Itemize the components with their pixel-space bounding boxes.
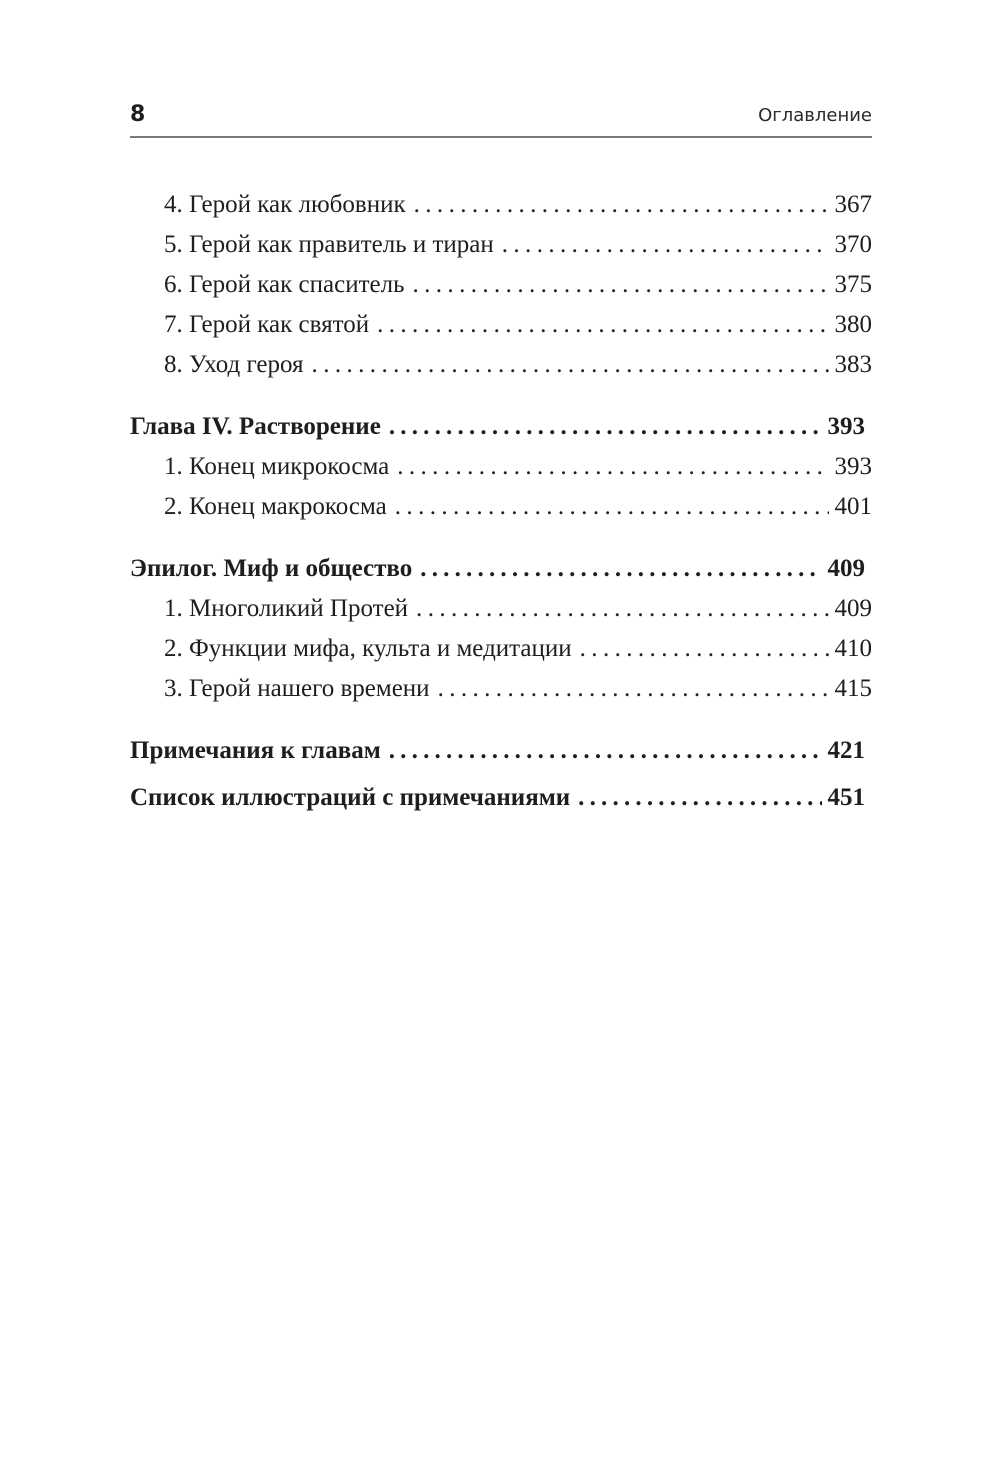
- toc-entry: [164, 674, 872, 704]
- toc-entry-page: 367: [834, 191, 872, 218]
- toc-entry-title: 5. Герой как правитель и тиран: [164, 231, 494, 258]
- toc-leader-dots: [397, 452, 828, 482]
- toc-chapter-title: Список иллюстраций с примечаниями: [130, 784, 571, 811]
- toc-leader-dots: [389, 736, 822, 766]
- toc-chapter-page: 451: [827, 784, 865, 811]
- page-header: [130, 98, 872, 138]
- toc-entry-title: 7. Герой как святой: [164, 311, 370, 338]
- toc-leader-dots: [389, 412, 822, 442]
- toc-leader-dots: [578, 783, 821, 813]
- toc-entry-title: 4. Герой как любовник: [164, 191, 406, 218]
- toc-entry-page: 370: [834, 231, 872, 258]
- toc-leader-dots: [312, 350, 829, 380]
- toc-entry-title: 3. Герой нашего времени: [164, 675, 430, 702]
- page-number: 8: [130, 102, 146, 127]
- toc-entry-page: 409: [834, 595, 872, 622]
- toc-leader-dots: [414, 190, 829, 220]
- toc-leader-dots: [420, 554, 821, 584]
- toc-entry: [164, 492, 872, 522]
- toc-chapter-title: Глава IV. Растворение: [130, 413, 381, 440]
- toc-leader-dots: [580, 634, 829, 664]
- toc-entry-title: 1. Многоликий Протей: [164, 595, 409, 622]
- toc-leader-dots: [438, 674, 829, 704]
- running-head: Оглавление: [758, 105, 872, 126]
- toc-leader-dots: [502, 230, 829, 260]
- toc-entry: [164, 594, 872, 624]
- toc-entry: [164, 452, 872, 482]
- toc-chapter-entry: [130, 783, 865, 813]
- toc-chapter-entry: [130, 554, 865, 584]
- toc-entry-title: 1. Конец микрокосма: [164, 453, 390, 480]
- toc-entry: [164, 190, 872, 220]
- toc-entry-title: 8. Уход героя: [164, 351, 304, 378]
- toc-entry-title: 2. Конец макрокосма: [164, 493, 387, 520]
- toc-entry-page: 383: [834, 351, 872, 378]
- toc-entry: [164, 350, 872, 380]
- toc-entry-page: 393: [834, 453, 872, 480]
- toc-chapter-entry: [130, 736, 865, 766]
- toc-entry-title: 2. Функции мифа, культа и медитации: [164, 635, 572, 662]
- toc-entry: [164, 230, 872, 260]
- toc-entry: [164, 270, 872, 300]
- toc-entry-page: 401: [834, 493, 872, 520]
- toc-leader-dots: [377, 310, 828, 340]
- toc-entry: [164, 634, 872, 664]
- toc-chapter-title: Примечания к главам: [130, 737, 381, 764]
- toc-chapter-page: 409: [827, 555, 865, 582]
- toc-entry-page: 375: [834, 271, 872, 298]
- toc-entry-page: 380: [834, 311, 872, 338]
- toc-leader-dots: [395, 492, 829, 522]
- toc-entry-title: 6. Герой как спаситель: [164, 271, 405, 298]
- toc-chapter-page: 421: [827, 737, 865, 764]
- toc-chapter-page: 393: [827, 413, 865, 440]
- toc-entry-page: 410: [834, 635, 872, 662]
- toc-chapter-title: Эпилог. Миф и общество: [130, 555, 413, 582]
- toc-chapter-entry: [130, 412, 865, 442]
- toc-leader-dots: [412, 270, 828, 300]
- toc-leader-dots: [416, 594, 828, 624]
- toc-entry: [164, 310, 872, 340]
- toc-entry-page: 415: [834, 675, 872, 702]
